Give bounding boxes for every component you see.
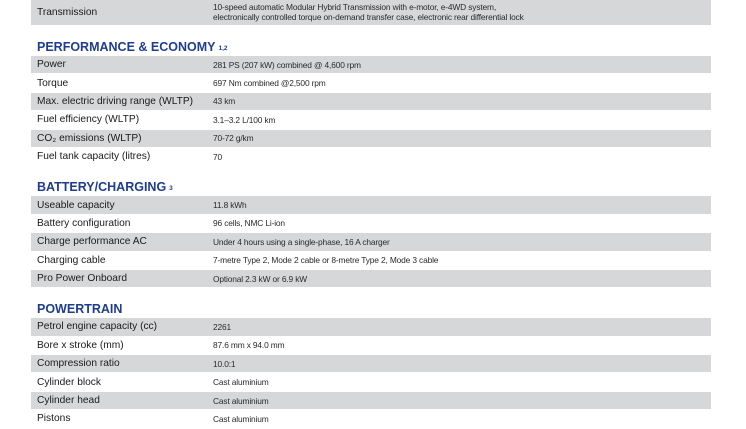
section-title-text: PERFORMANCE & ECONOMY (37, 40, 216, 54)
spec-row (31, 215, 711, 233)
spec-label: Fuel efficiency (WLTP) (37, 114, 140, 126)
spec-row (31, 74, 711, 92)
spec-label: Charging cable (37, 254, 106, 266)
spec-row (31, 373, 711, 391)
spec-row (31, 56, 711, 74)
footnote-ref: 3 (169, 185, 173, 193)
spec-label: Torque (37, 77, 69, 89)
spec-value (213, 2, 711, 22)
spec-label: Cylinder head (37, 395, 100, 407)
spec-label: CO₂ emissions (WLTP) (37, 132, 142, 144)
section-title-powertrain (31, 296, 711, 318)
spec-value: 11.8 kWh (213, 200, 247, 211)
spec-value: 697 Nm combined @2,500 rpm (213, 78, 326, 89)
section-title-text: POWERTRAIN (37, 302, 123, 317)
spec-value-line: electronically controlled torque on-demand transfer case, electronic rear differential lock (213, 12, 524, 22)
spec-label: Fuel tank capacity (litres) (37, 151, 151, 163)
spec-label: Transmission (37, 7, 98, 18)
spec-label: Bore x stroke (mm) (37, 339, 124, 351)
spec-label: Charge performance AC (37, 236, 147, 248)
spec-row (31, 410, 711, 428)
spec-value: 87.6 mm x 94.0 mm (213, 340, 285, 351)
spec-value: 281 PS (207 kW) combined @ 4,600 rpm (213, 59, 361, 70)
section-title-performance (31, 34, 711, 56)
footnote-ref: 1,2 (218, 45, 228, 52)
section-title-text: BATTERY/CHARGING (37, 180, 167, 195)
spec-label: Pistons (37, 413, 71, 425)
spec-value: 7-metre Type 2, Mode 2 cable or 8-metre Type 2, Mode 3 cable (213, 255, 439, 266)
spec-value: Cast aluminium (213, 413, 269, 424)
spec-row-transmission (31, 0, 711, 26)
spec-row (31, 252, 711, 270)
spec-row (31, 392, 711, 410)
spec-label: Cylinder block (37, 376, 101, 388)
spec-sheet (31, 0, 711, 429)
spec-row (31, 337, 711, 355)
spec-label: Compression ratio (37, 358, 120, 370)
spec-label: Battery configuration (37, 217, 131, 229)
spec-label: Petrol engine capacity (cc) (37, 321, 158, 333)
spec-label: Pro Power Onboard (37, 273, 128, 285)
spec-row (31, 130, 711, 148)
spec-label: Max. electric driving range (WLTP) (37, 95, 194, 107)
spec-label: Useable capacity (37, 199, 115, 211)
spec-row (31, 270, 711, 288)
spec-value: Under 4 hours using a single-phase, 16 A charger (213, 236, 390, 247)
spec-row (31, 196, 711, 214)
spec-value: 43 km (213, 96, 236, 107)
spec-row (31, 233, 711, 251)
spec-value: 2261 (213, 321, 232, 332)
spec-row (31, 318, 711, 336)
spec-value: Cast aluminium (213, 377, 269, 388)
spec-row (31, 93, 711, 111)
spec-value: 10.0:1 (213, 358, 236, 369)
spec-value: 96 cells, NMC Li-ion (213, 218, 285, 229)
spec-value-line: 10-speed automatic Modular Hybrid Transmission with e-motor, e-4WD system, (213, 2, 497, 12)
spec-row (31, 355, 711, 373)
spec-value: 3.1–3.2 L/100 km (213, 114, 276, 125)
spec-row (31, 148, 711, 166)
spec-value: 70-72 g/km (213, 133, 254, 144)
spec-value: 70 (213, 151, 223, 162)
spec-value: Optional 2.3 kW or 6.9 kW (213, 273, 307, 284)
spec-value: Cast aluminium (213, 395, 269, 406)
spec-label: Power (37, 59, 66, 71)
section-title-battery (31, 174, 711, 196)
spec-row (31, 111, 711, 129)
